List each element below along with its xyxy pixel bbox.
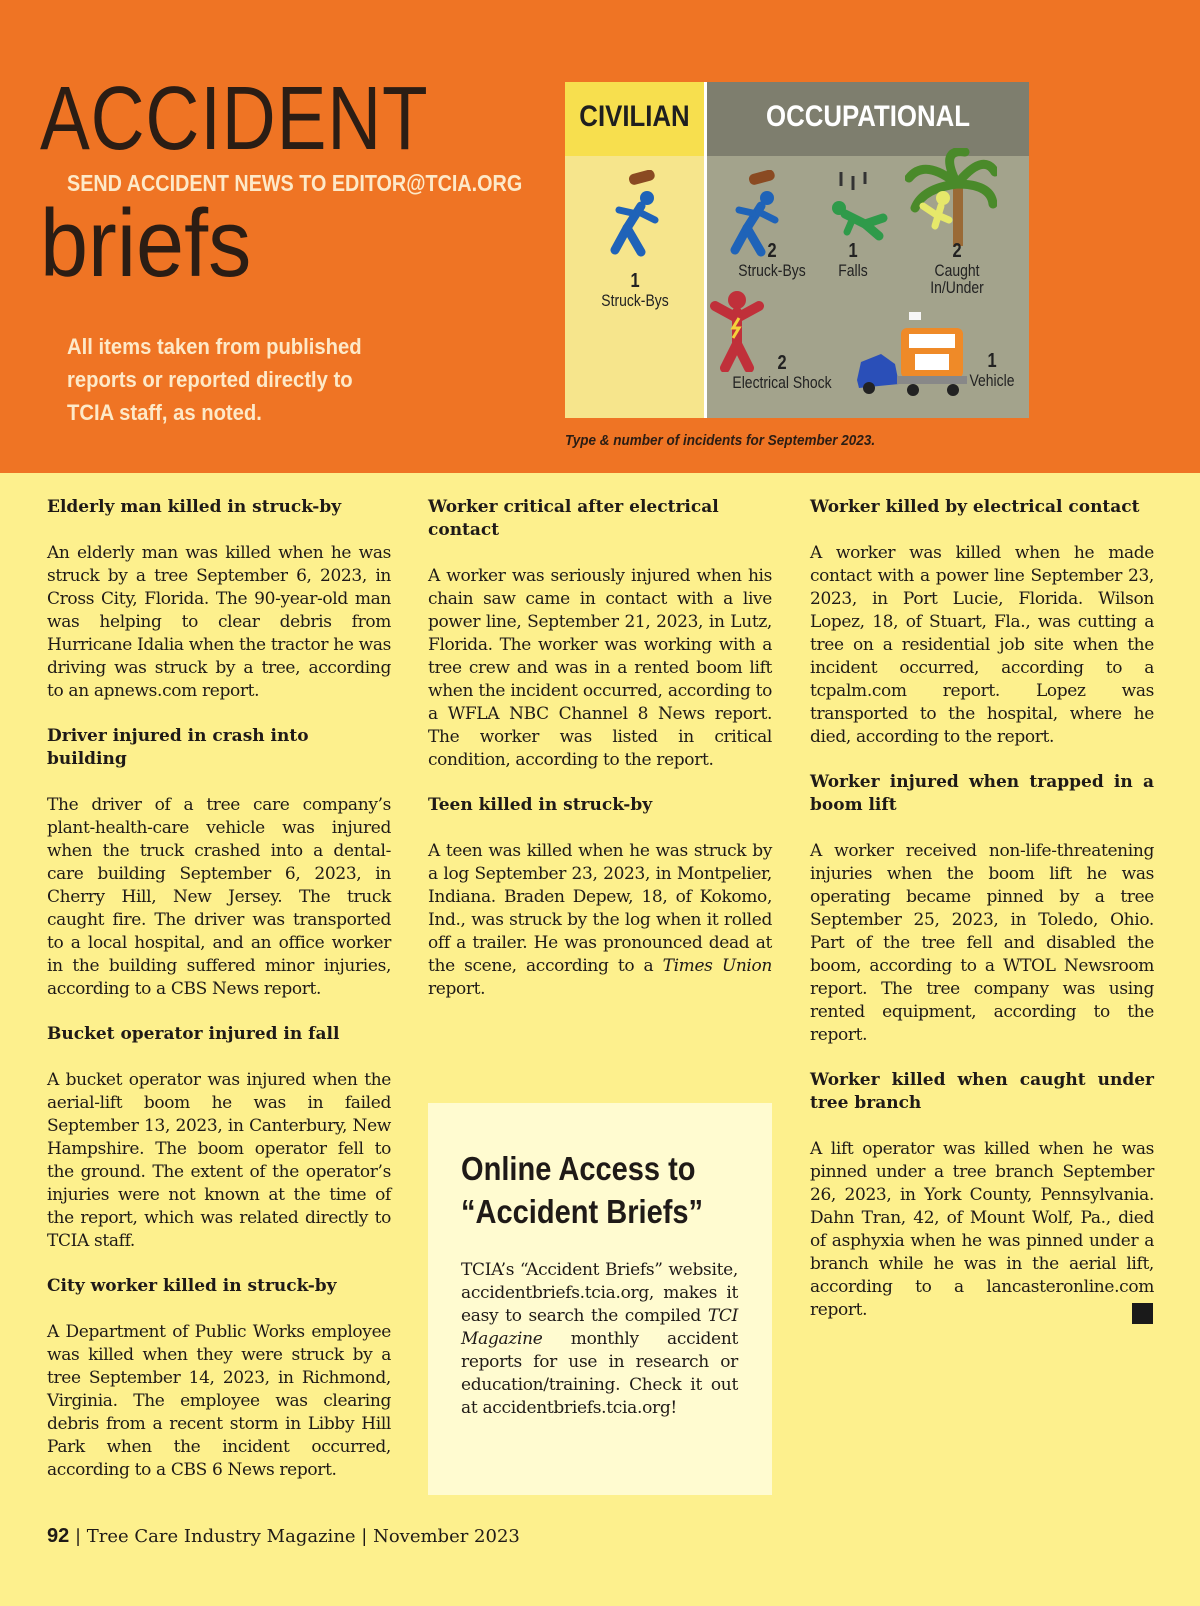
online-access-body: TCIA’s “Accident Briefs” website, accidentbriefs.tcia.org, makes it easy to search the compiled TCI Magazine monthly accident reports for use in research or education/training. Check it out at accidentbriefs.tcia.org! [461,1260,738,1418]
send-news-email: SEND ACCIDENT NEWS TO EDITOR@TCIA.ORG [67,170,523,196]
column-3 [810,496,1154,1344]
page-footer [47,1525,520,1548]
incident-infographic [565,82,1029,418]
electrical-shock-label: 2 Electrical Shock [732,352,832,392]
occupational-heading: OCCUPATIONAL [765,100,970,133]
article-body: A lift operator was killed when he was pinned under a tree branch September 26, 2023, in York County, Pennsylvania. Dahn Tran, 42, of Mount Wolf, Pa., died of asphyxia when he was pinned under a branch while he was in the aerial lift, according to a lancasteronline.com report. [810,1139,1154,1320]
online-access-box [428,1103,772,1495]
page-number: 92 [47,1525,70,1547]
civilian-heading: CIVILIAN [579,100,690,133]
article-title: Elderly man killed in struck-by [47,497,342,517]
article-title: City worker killed in struck-by [47,1276,337,1296]
article-body: A bucket operator was injured when the aerial-lift boom he was in failed September 13, 2023, in Canterbury, New Hampshire. The boom operator fell to the ground. The extent of the operator’s injuries were not known at the time of the report, which was related directly to TCIA staff. [47,1070,391,1251]
caught-under-icon [905,148,997,248]
article-title: Worker critical after electrical contact [428,497,719,540]
footer-publication: | Tree Care Industry Magazine | November 2023 [69,1526,520,1547]
infographic-caption: Type & number of incidents for September 2023. [565,432,876,449]
caught-in-under-label: 2 Caught In/Under [930,240,984,297]
article-body: A worker was seriously injured when his chain saw came in contact with a live power line, September 21, 2023, in Lutz, Florida. The worker was working with a tree crew and was in a rented boom lift when the incident occurred, according to a WFLA NBC Channel 8 News report. The worker was listed in critical condition, according to the report. [428,566,772,770]
online-access-title: Online Access to “Accident Briefs” [461,1150,704,1230]
civilian-struck-by-label: 1 Struck-Bys [601,270,669,310]
vehicle-icon [855,310,971,398]
article-body: A Department of Public Works employee was killed when they were struck by a tree September 14, 2023, in Richmond, Virginia. The employee was clearing debris from a recent storm in Libby Hill Park when the incident occurred, according to a CBS 6 News report. [47,1322,391,1480]
source-note: All items taken from published reports or reported directly to TCIA staff, as noted. [67,334,362,425]
fall-icon [823,170,893,242]
column-2 [428,496,772,1023]
article-title: Driver injured in crash into building [47,726,309,769]
article-title: Bucket operator injured in fall [47,1024,340,1044]
vehicle-label: 1 Vehicle [969,350,1015,390]
article-title: Worker killed when caught under tree branch [810,1070,1154,1113]
header-banner [0,0,1200,473]
article-body: The driver of a tree care company’s plant-health-care vehicle was injured when the truck crashed into a dental-care building September 6, 2023, in Cherry Hill, New Jersey. The truck caught fire. The driver was transported to a local hospital, and an office worker in the building suffered minor injuries, according to a CBS News report. [47,795,391,999]
end-of-article-mark [1132,1303,1153,1324]
falls-label: 1 Falls [838,240,868,280]
section-title-briefs: briefs [40,190,252,297]
article-title: Worker killed by electrical contact [810,497,1140,517]
article-body: A worker was killed when he made contact with a power line September 23, 2023, in Port Lucie, Florida. Wilson Lopez, 18, of Stuart, Fla., was cutting a tree on a residential job site when the incident occurred, according to a tcpalm.com report. Lopez was transported to the hospital, where he died, according to the report. [810,543,1154,747]
occupational-struck-by-label: 2 Struck-Bys [738,240,806,280]
column-1 [47,496,391,1504]
article-title: Worker injured when trapped in a boom lift [810,772,1154,815]
struck-by-icon [601,170,671,260]
section-title-accident: ACCIDENT [40,69,429,169]
article-body: A teen was killed when he was struck by a log September 23, 2023, in Montpelier, Indiana. Braden Depew, 18, of Kokomo, Ind., was struck by the log when it rolled off a trailer. He was pronounced dead at the scene, according to a Times Union report. [428,841,772,999]
article-title: Teen killed in struck-by [428,795,653,815]
article-body: A worker received non-life-threatening injuries when the boom lift he was operating became pinned by a tree September 25, 2023, in Toledo, Ohio. Part of the tree fell and disabled the boom, according to a WTOL Newsroom report. The tree company was using rented equipment, according to the report. [810,841,1154,1045]
article-body: An elderly man was killed when he was struck by a tree September 6, 2023, in Cross City, Florida. The 90-year-old man was helping to clear debris from Hurricane Idalia when the tractor he was driving was struck by a tree, according to an apnews.com report. [47,543,391,701]
